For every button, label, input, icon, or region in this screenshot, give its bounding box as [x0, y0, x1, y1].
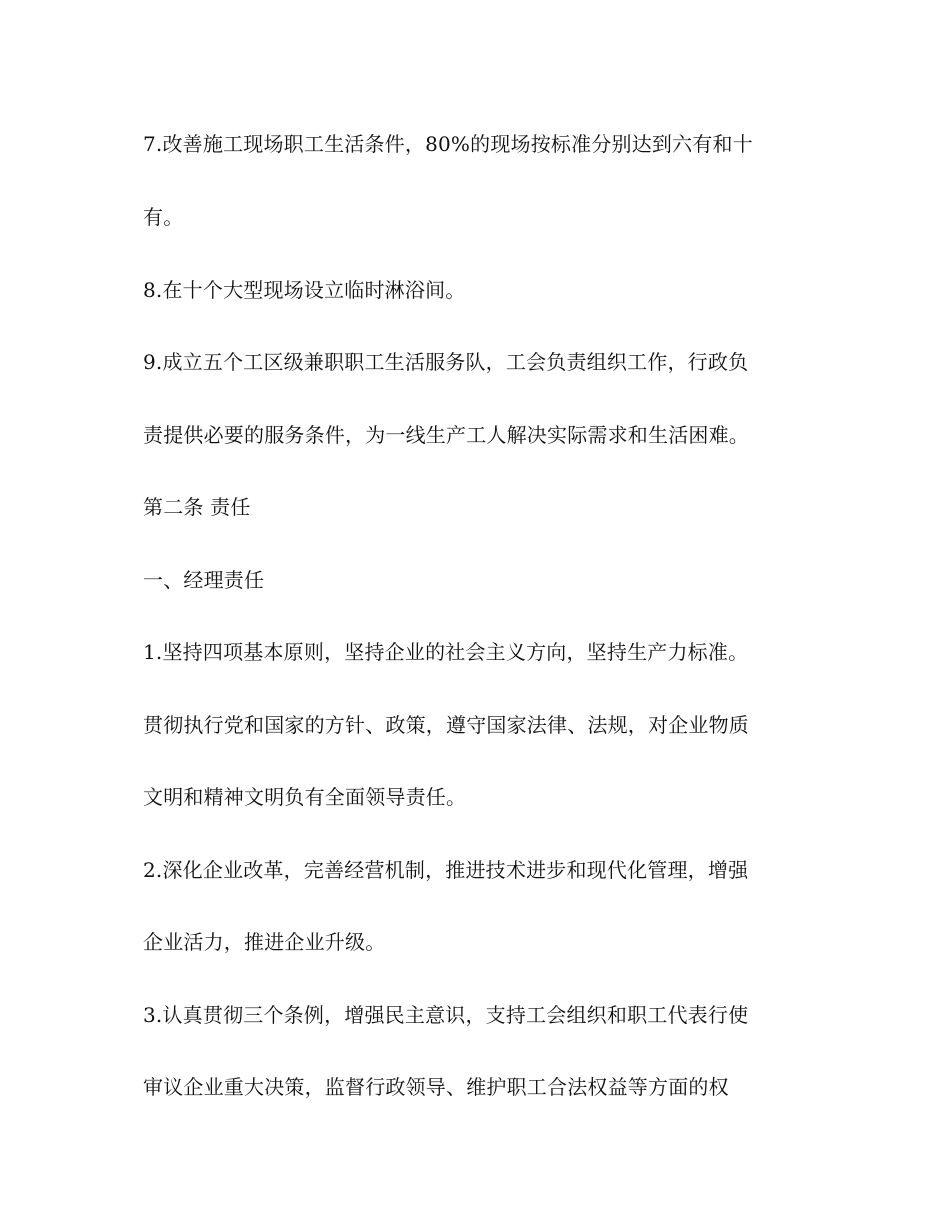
- text-line-duty-2: 2.深化企业改革，完善经营机制，推进技术进步和现代化管理，增强: [143, 858, 749, 882]
- text-line-duty-1-cont-a: 贯彻执行党和国家的方针、政策，遵守国家法律、法规，对企业物质: [143, 713, 749, 737]
- text-line-duty-2-cont: 企业活力，推进企业升级。: [143, 930, 386, 954]
- text-line-duty-3: 3.认真贯彻三个条例，增强民主意识，支持工会组织和职工代表行使: [143, 1003, 749, 1027]
- text-line-item-8: 8.在十个大型现场设立临时淋浴间。: [143, 278, 466, 302]
- text-line-duty-3-cont: 审议企业重大决策，监督行政领导、维护职工合法权益等方面的权: [143, 1075, 729, 1099]
- text-line-item-9: 9.成立五个工区级兼职职工生活服务队，工会负责组织工作，行政负: [143, 350, 749, 374]
- text-line-item-7: 7.改善施工现场职工生活条件，80%的现场按标准分别达到六有和十: [143, 132, 753, 156]
- text-line-duty-1: 1.坚持四项基本原则，坚持企业的社会主义方向，坚持生产力标准。: [143, 640, 749, 664]
- text-line-item-9-cont: 责提供必要的服务条件，为一线生产工人解决实际需求和生活困难。: [143, 423, 749, 447]
- section-heading-article-2: 第二条 责任: [143, 495, 251, 519]
- subsection-heading-manager: 一、经理责任: [143, 568, 265, 592]
- text-line-duty-1-cont-b: 文明和精神文明负有全面领导责任。: [143, 785, 467, 809]
- text-line-item-7-cont: 有。: [143, 205, 184, 229]
